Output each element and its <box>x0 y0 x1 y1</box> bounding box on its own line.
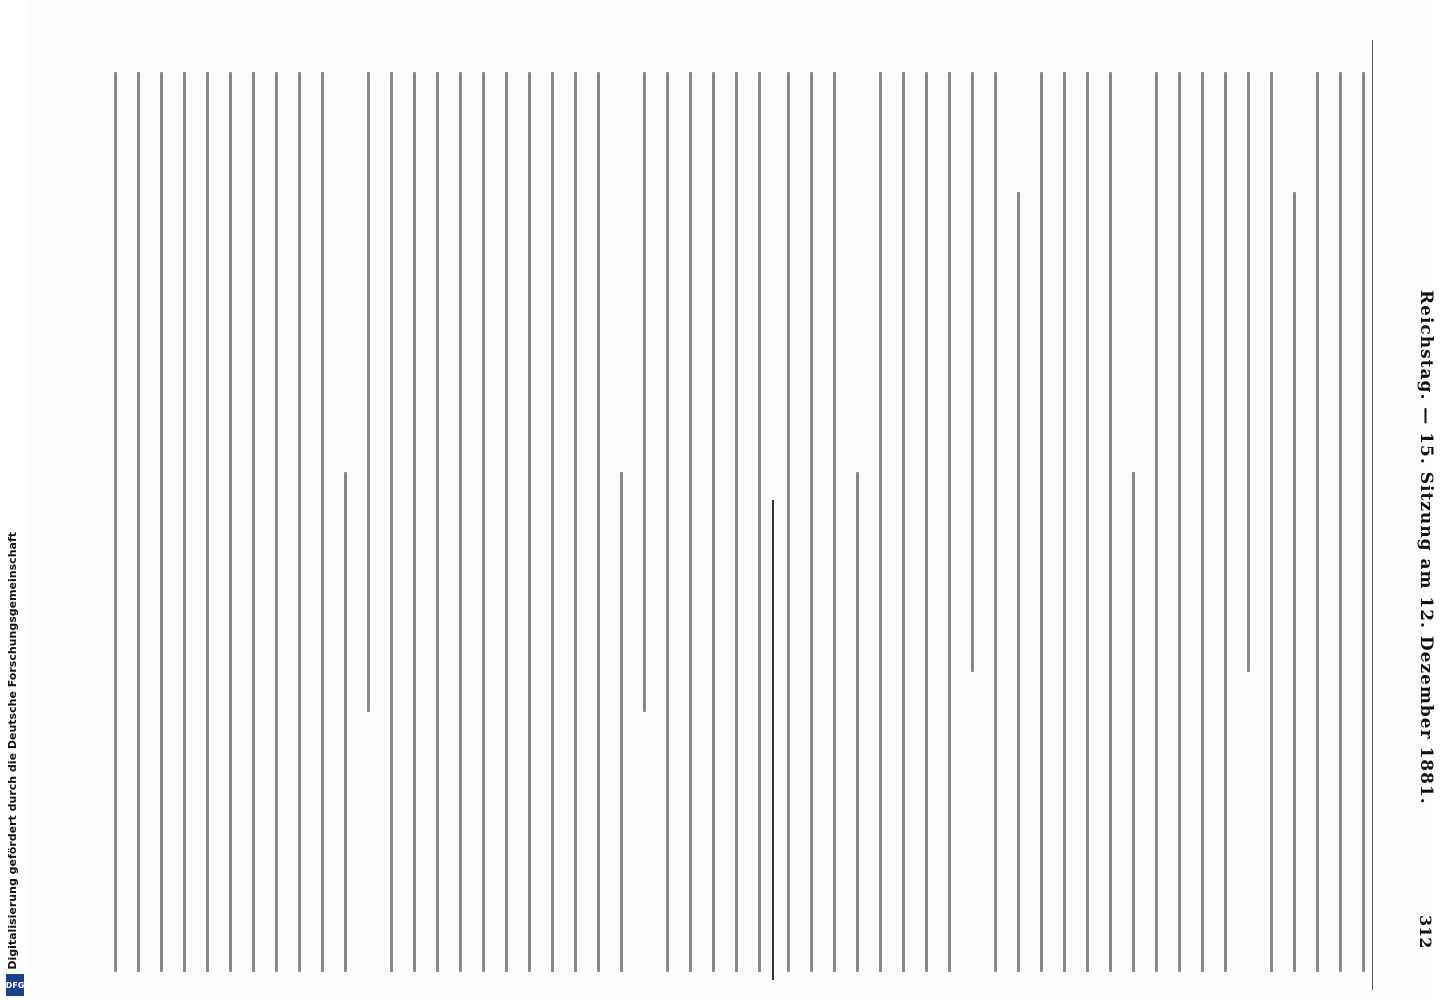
text-line <box>597 72 600 972</box>
text-line <box>994 72 997 972</box>
text-line <box>459 72 462 972</box>
text-line <box>1224 72 1227 972</box>
text-line <box>137 72 140 972</box>
running-header <box>1408 10 1448 990</box>
text-line <box>298 72 301 972</box>
text-line <box>413 72 416 972</box>
text-line <box>1132 472 1135 972</box>
text-line <box>436 72 439 972</box>
text-line <box>971 72 974 672</box>
text-line <box>183 72 186 972</box>
text-line <box>367 72 370 712</box>
dfg-logo: DFG <box>6 974 24 996</box>
text-line <box>206 72 209 972</box>
text-line <box>574 72 577 972</box>
text-line <box>1316 72 1319 972</box>
text-line <box>551 72 554 972</box>
text-line <box>344 472 347 972</box>
text-line <box>275 72 278 972</box>
page-number: 312 <box>1416 915 1435 949</box>
text-column-right <box>778 72 1366 972</box>
text-line <box>1155 72 1158 972</box>
text-line <box>689 72 692 972</box>
running-title: Reichstag. — 15. Sitzung am 12. Dezember 1881. <box>1416 290 1436 805</box>
text-line <box>787 72 790 972</box>
text-line <box>114 72 117 972</box>
text-line <box>321 72 324 972</box>
text-line <box>1017 192 1020 972</box>
text-line <box>735 72 738 972</box>
text-line <box>833 72 836 972</box>
text-line <box>1247 72 1250 672</box>
text-line <box>528 72 531 972</box>
text-line <box>229 72 232 972</box>
text-line <box>758 72 761 972</box>
text-line <box>1178 72 1181 972</box>
text-line <box>1063 72 1066 972</box>
text-line <box>1270 72 1273 972</box>
text-line <box>1109 72 1112 972</box>
text-line <box>160 72 163 972</box>
text-line <box>948 72 951 972</box>
text-line <box>1201 72 1204 972</box>
text-line <box>902 72 905 972</box>
text-line <box>712 72 715 972</box>
text-line <box>252 72 255 972</box>
text-line <box>1293 192 1296 972</box>
text-line <box>1339 72 1342 972</box>
text-line <box>810 72 813 972</box>
text-line <box>1040 72 1043 972</box>
text-line <box>505 72 508 972</box>
header-rule <box>1372 40 1373 990</box>
text-line <box>879 72 882 972</box>
column-divider <box>772 500 774 980</box>
text-line <box>1362 72 1365 972</box>
text-line <box>925 72 928 972</box>
text-line <box>666 72 669 972</box>
digitization-credit <box>2 0 28 1000</box>
text-column-left <box>112 72 762 972</box>
text-line <box>620 472 623 972</box>
text-line <box>856 472 859 972</box>
credit-text: Digitalisierung gefördert durch die Deutsche Forschungsgemeinschaft <box>6 532 19 970</box>
text-line <box>643 72 646 712</box>
text-line <box>390 72 393 972</box>
text-line <box>482 72 485 972</box>
text-line <box>1086 72 1089 972</box>
document-page <box>30 0 1436 1000</box>
